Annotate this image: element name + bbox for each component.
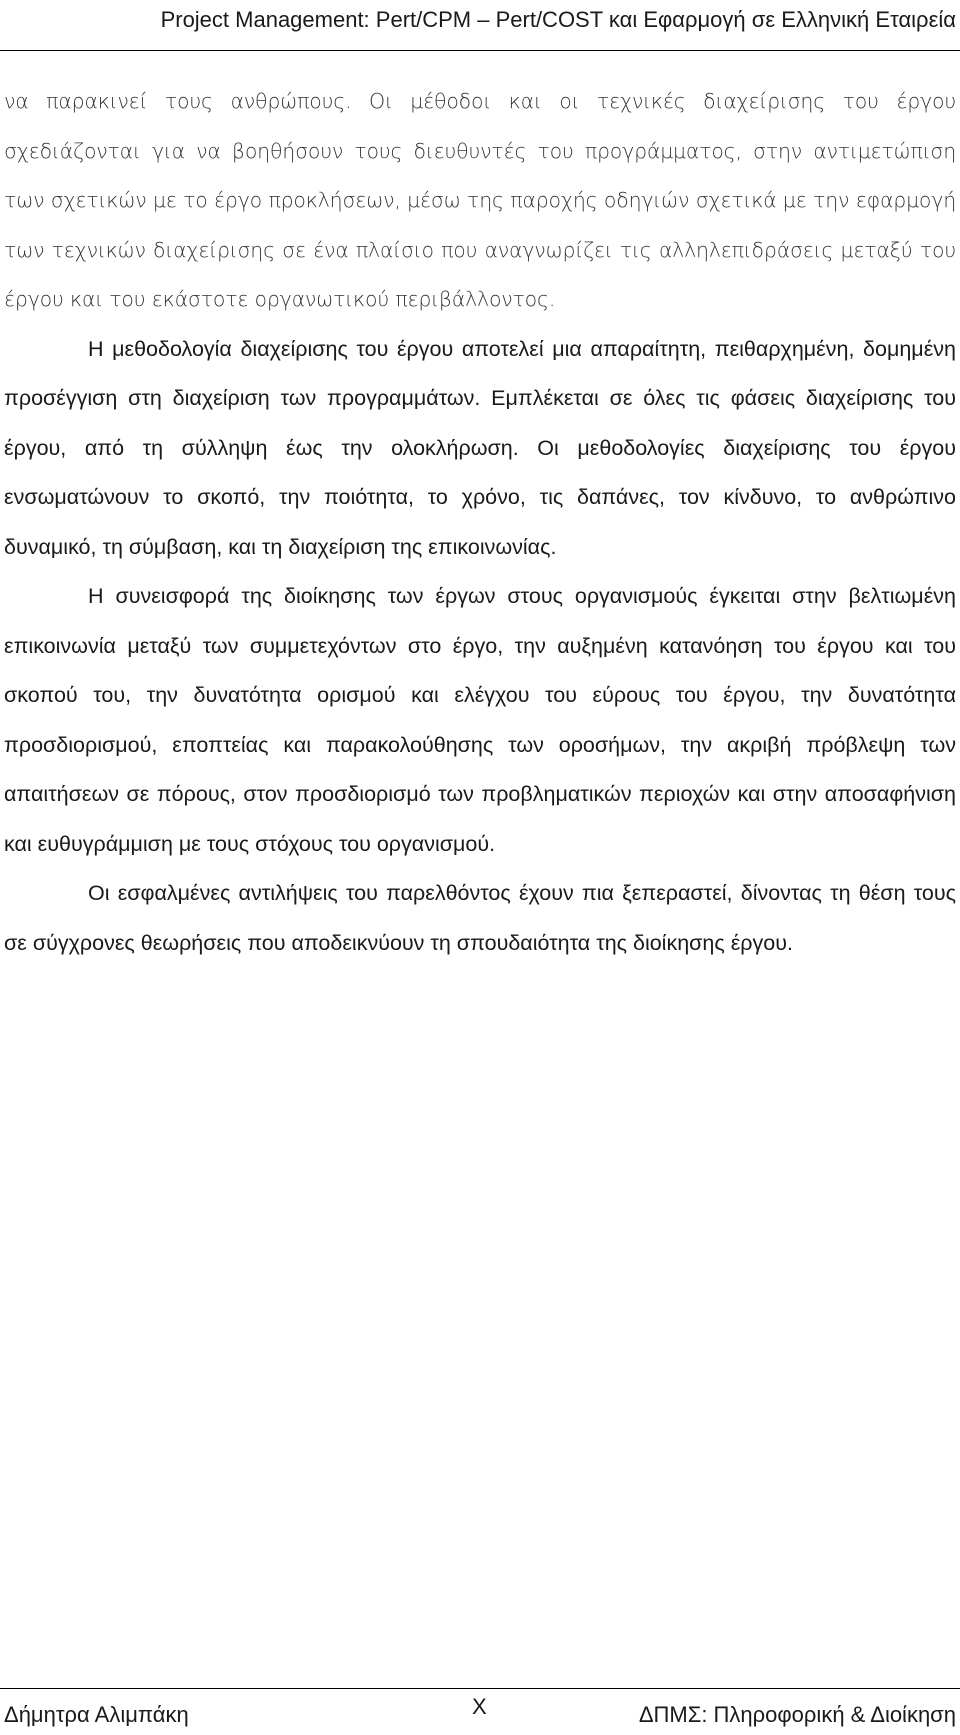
paragraph-methodology: Η μεθοδολογία διαχείρισης του έργου αποτελεί μια απαραίτητη, πειθαρχημένη, δομημένη προσέγγιση στη διαχείριση των προγραμμάτων. Εμπλέκεται σε όλες τις φάσεις διαχείρισης του έργου, από τη σύλληψη έως την ολοκλήρωση. Οι μεθοδολογίες διαχείρισης του έργου ενσωματώνουν το σκοπό, την ποιότητα, το χρόνο, τις δαπάνες, τον κίνδυνο, το ανθρώπινο δυναμικό, τη σύμβαση, και τη διαχείριση της επικοινωνίας. <box>4 336 956 559</box>
footer-program: ΔΠΜΣ: Πληροφορική & Διοίκηση <box>638 1702 956 1727</box>
page-footer <box>0 1688 960 1735</box>
footer-divider <box>0 1688 960 1689</box>
header-divider <box>0 50 960 51</box>
document-body <box>4 77 956 968</box>
paragraph-contribution: Η συνεισφορά της διοίκησης των έργων στους οργανισμούς έγκειται στην βελτιωμένη επικοινωνία μεταξύ των συμμετεχόντων στο έργο, την αυξημένη κατανόηση του έργου και του σκοπού του, την δυνατότητα ορισμού και ελέγχου του εύρους του έργου, την δυνατότητα προσδιορισμού, εποπτείας και παρακολούθησης των οροσήμων, την ακριβή πρόβλεψη των απαιτήσεων σε πόρους, στον προσδιορισμό των προβληματικών περιοχών και στην αποσαφήνιση και ευθυγράμμιση με τους στόχους του οργανισμού. <box>4 584 956 856</box>
footer-author: Δήμητρα Αλιμπάκη <box>4 1702 189 1727</box>
paragraph-continuation: να παρακινεί τους ανθρώπους. Οι μέθοδοι και οι τεχνικές διαχείρισης του έργου σχεδιάζονται για να βοηθήσουν τους διευθυντές του προγράμματος, στην αντιμετώπιση των σχετικών με το έργο προκλήσεων, μέσω της παροχής οδηγιών σχετικά με την εφαρμογή των τεχνικών διαχείρισης σε ένα πλαίσιο που αναγνωρίζει τις αλληλεπιδράσεις μεταξύ του έργου και του εκάστοτε οργανωτικού περιβάλλοντος. <box>4 89 956 311</box>
paragraph-misconceptions: Οι εσφαλμένες αντιλήψεις του παρελθόντος έχουν πια ξεπεραστεί, δίνοντας τη θέση τους σε σύγχρονες θεωρήσεις που αποδεικνύουν τη σπουδαιότητα της διοίκησης έργου. <box>4 881 956 955</box>
page-number: X <box>472 1694 487 1719</box>
running-title: Project Management: Pert/CPM – Pert/COST και Εφαρμογή σε Ελληνική Εταιρεία <box>160 7 956 32</box>
